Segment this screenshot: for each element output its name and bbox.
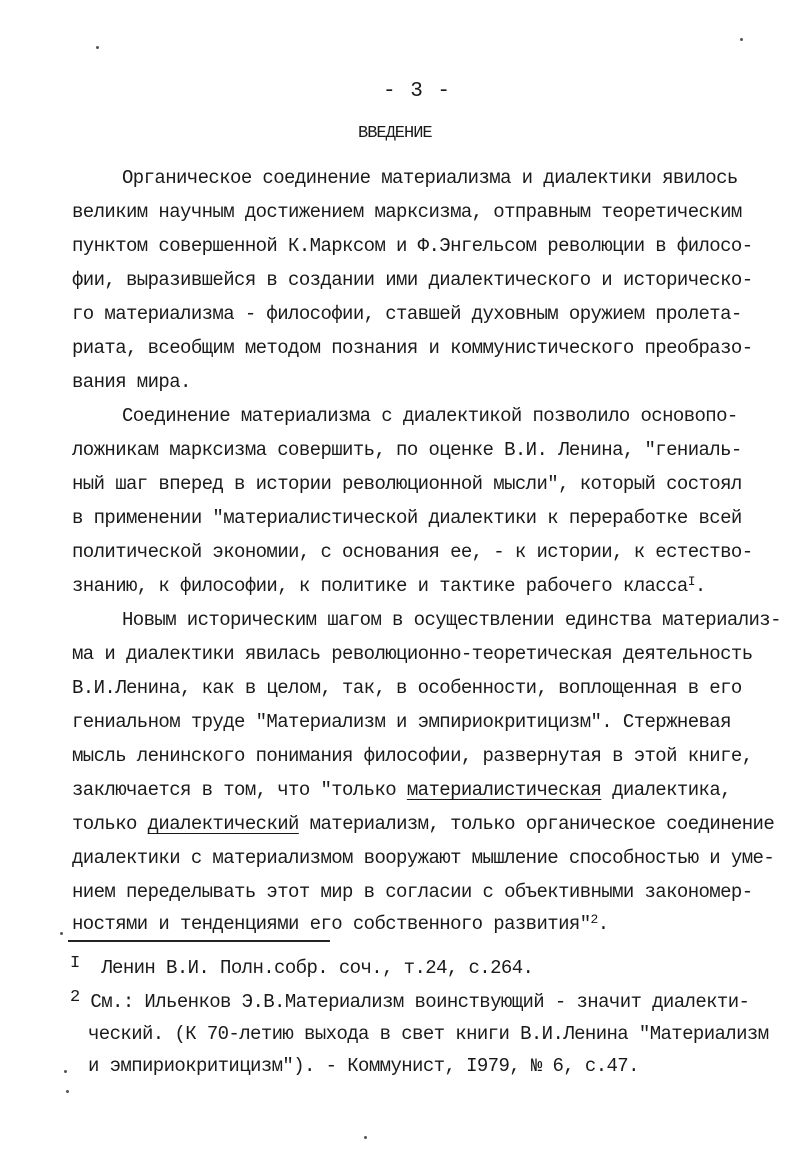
text-line: фии, выразившейся в создании ими диалектического и историческо- bbox=[72, 269, 753, 291]
footnote-mark: I bbox=[70, 954, 80, 973]
scan-speck bbox=[364, 1136, 367, 1139]
text-line bbox=[72, 574, 706, 598]
footnote-ref: I bbox=[687, 574, 695, 589]
text-line: ложникам марксизма совершить, по оценке В.И. Ленина, "гениаль- bbox=[72, 439, 742, 461]
text-line: вания мира. bbox=[72, 371, 191, 393]
text-line: пунктом совершенной К.Марксом и Ф.Энгельсом революции в филосо- bbox=[72, 235, 753, 257]
text-line: нием переделывать этот мир в согласии с объективными закономер- bbox=[72, 881, 753, 903]
text-line: В.И.Ленина, как в целом, так, в особенности, воплощенная в его bbox=[72, 677, 742, 699]
text-run: диалектика, bbox=[601, 779, 731, 801]
text-line: Новым историческим шагом в осуществлении единства материализ- bbox=[122, 609, 781, 631]
text-run: материализм, только органическое соединение bbox=[298, 813, 775, 835]
text-line: ма и диалектики явилась революционно-теоретическая деятельность bbox=[72, 643, 753, 665]
footnote-ref: 2 bbox=[590, 912, 598, 927]
underlined-term: материалистическая bbox=[406, 779, 602, 801]
text-line: Соединение материализма с диалектикой позволило основопо- bbox=[122, 405, 738, 427]
text-line: риата, всеобщим методом познания и коммунистического преобразо- bbox=[72, 337, 753, 359]
footnote-text: ческий. (К 70-летию выхода в свет книги В.И.Ленина "Материализм bbox=[88, 1023, 769, 1045]
scan-speck bbox=[66, 1090, 69, 1093]
footnote-1 bbox=[70, 956, 533, 982]
text-line bbox=[72, 778, 731, 802]
text-line: политической экономии, с основания ее, - к истории, к естество- bbox=[72, 541, 753, 563]
text-line: мысль ленинского понимания философии, развернутая в этой книге, bbox=[72, 745, 753, 767]
text-line: го материализма - философии, ставшей духовным оружием пролета- bbox=[72, 303, 742, 325]
text-line: ный шаг вперед в истории революционной мысли", который состоял bbox=[72, 473, 742, 495]
page-number: - 3 - bbox=[383, 80, 452, 103]
text-run: ностями и тенденциями его собственного развития" bbox=[72, 913, 591, 935]
text-line: великим научным достижением марксизма, отправным теоретическим bbox=[72, 201, 742, 223]
scan-speck bbox=[740, 38, 743, 41]
page-title: ВВЕДЕНИЕ bbox=[358, 124, 432, 143]
text-line: диалектики с материализмом вооружают мышление способностью и уме- bbox=[72, 847, 775, 869]
text-run: . bbox=[694, 575, 706, 597]
footnote-mark: 2 bbox=[70, 988, 80, 1007]
text-line: Органическое соединение материализма и диалектики явилось bbox=[122, 167, 738, 189]
footnote-text: Ленин В.И. Полн.собр. соч., т.24, с.264. bbox=[101, 957, 534, 979]
footnote-text: См.: Ильенков Э.В.Материализм воинствующий - значит диалекти- bbox=[90, 991, 750, 1013]
scan-speck bbox=[64, 1070, 67, 1073]
text-line: в применении "материалистической диалектики к переработке всей bbox=[72, 507, 742, 529]
footnote-separator bbox=[68, 940, 330, 942]
text-line: гениальном труде "Материализм и эмпириокритицизм". Стержневая bbox=[72, 711, 731, 733]
text-run: только bbox=[72, 813, 148, 835]
footnote-2 bbox=[70, 990, 749, 1016]
text-run: заключается в том, что "только bbox=[72, 779, 407, 801]
text-line bbox=[72, 812, 774, 836]
text-run: . bbox=[597, 913, 609, 935]
scan-speck bbox=[60, 932, 63, 935]
text-run: знанию, к философии, к политике и тактике рабочего класса bbox=[72, 575, 688, 597]
underlined-term: диалектический bbox=[147, 813, 299, 835]
text-line bbox=[72, 912, 609, 936]
scan-speck bbox=[96, 46, 99, 49]
footnote-text: и эмпириокритицизм"). - Коммунист, I979, № 6, с.47. bbox=[88, 1055, 639, 1077]
